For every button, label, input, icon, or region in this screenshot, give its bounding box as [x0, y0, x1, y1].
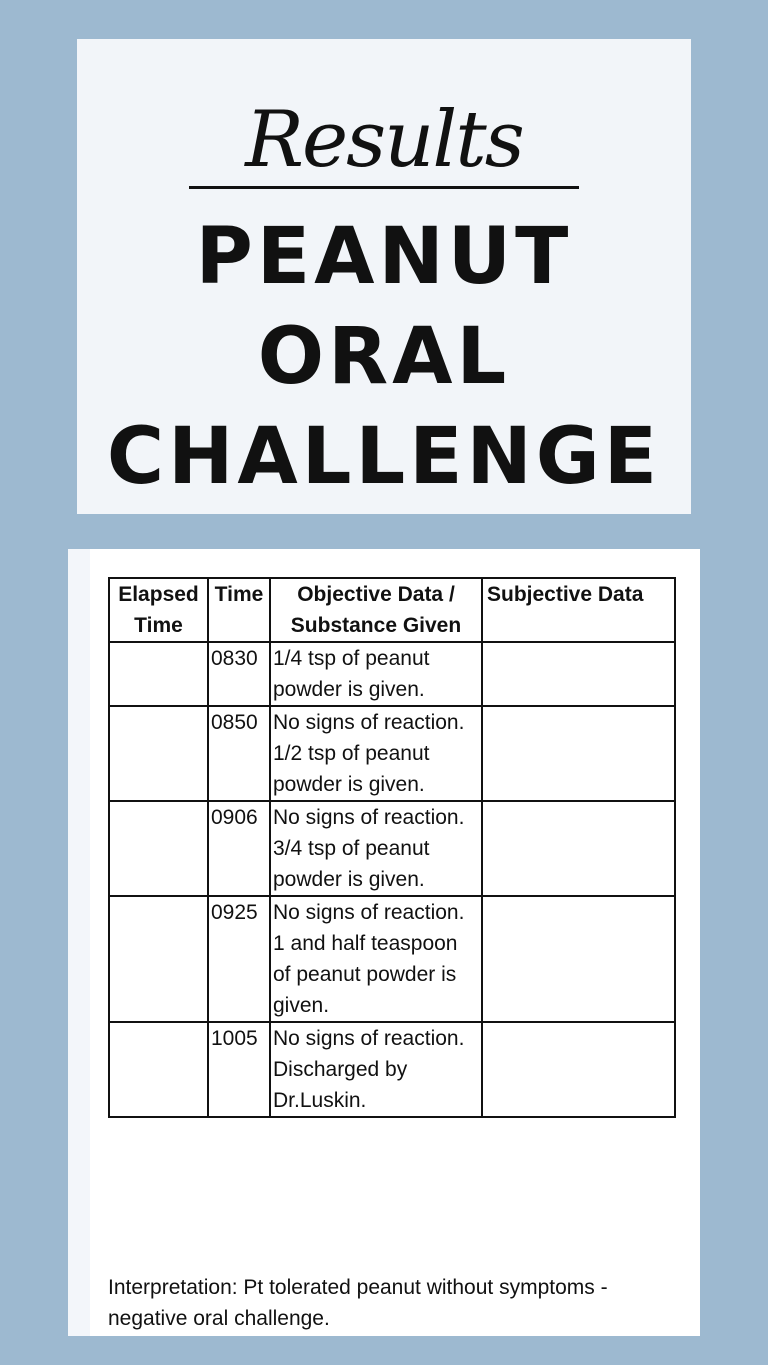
- cell-time: 1005: [208, 1022, 270, 1117]
- cell-time: 0925: [208, 896, 270, 1022]
- cell-time: 0850: [208, 706, 270, 801]
- cell-elapsed: [109, 706, 208, 801]
- document-edge: [68, 549, 90, 1336]
- results-document: [68, 549, 700, 1336]
- header-subjective-data: Subjective Data: [482, 578, 675, 642]
- cell-time: 0906: [208, 801, 270, 896]
- cell-elapsed: [109, 1022, 208, 1117]
- title-divider: [189, 186, 579, 189]
- header-time: Time: [208, 578, 270, 642]
- cell-subjective: [482, 706, 675, 801]
- cell-objective: No signs of reaction. Discharged by Dr.Luskin.: [270, 1022, 482, 1117]
- cell-elapsed: [109, 801, 208, 896]
- cell-time: 0830: [208, 642, 270, 706]
- table-row: [109, 896, 675, 1022]
- title-line-3: CHALLENGE: [106, 412, 662, 502]
- cell-objective: No signs of reaction. 1 and half teaspoon of peanut powder is given.: [270, 896, 482, 1022]
- main-title: [77, 207, 691, 507]
- table-row: [109, 706, 675, 801]
- table-row: [109, 1022, 675, 1117]
- cell-elapsed: [109, 642, 208, 706]
- interpretation-text: Interpretation: Pt tolerated peanut without symptoms - negative oral challenge.: [108, 1276, 608, 1330]
- cell-objective: No signs of reaction. 3/4 tsp of peanut powder is given.: [270, 801, 482, 896]
- table-row: [109, 642, 675, 706]
- script-title: Results: [245, 95, 523, 185]
- cell-objective: No signs of reaction. 1/2 tsp of peanut powder is given.: [270, 706, 482, 801]
- cell-subjective: [482, 801, 675, 896]
- cell-subjective: [482, 896, 675, 1022]
- cell-objective: 1/4 tsp of peanut powder is given.: [270, 642, 482, 706]
- results-table: [108, 577, 676, 1118]
- cell-subjective: [482, 1022, 675, 1117]
- cell-subjective: [482, 642, 675, 706]
- header-elapsed-time: Elapsed Time: [109, 578, 208, 642]
- title-line-2: ORAL: [257, 312, 511, 402]
- title-card: [77, 39, 691, 514]
- cell-elapsed: [109, 896, 208, 1022]
- table-row: [109, 801, 675, 896]
- table-header-row: [109, 578, 675, 642]
- header-objective-data: Objective Data / Substance Given: [270, 578, 482, 642]
- title-line-1: PEANUT: [195, 212, 573, 302]
